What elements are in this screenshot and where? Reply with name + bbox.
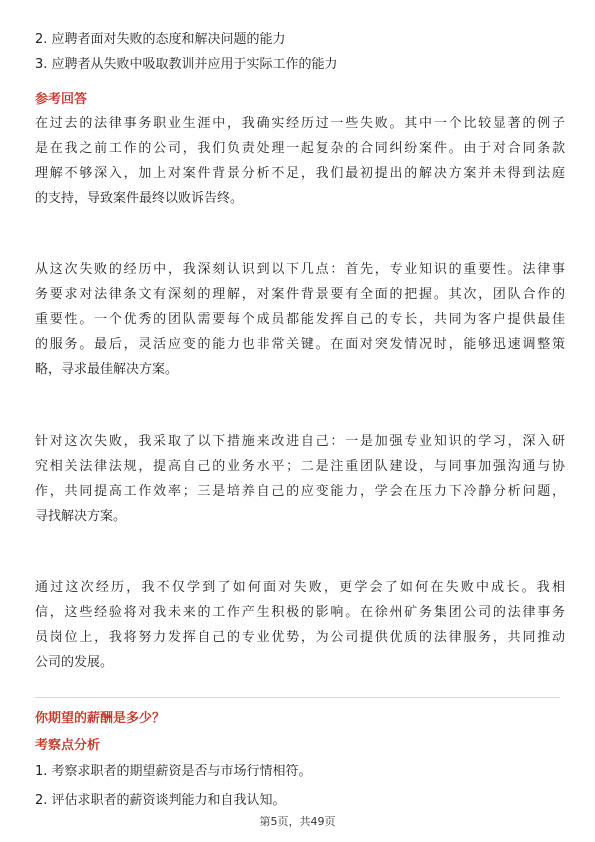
- answer-paragraph-line: 略，寻求最佳解决方案。: [35, 362, 179, 377]
- answer-paragraph-line: 的支持，导致案件最终以败诉告终。: [35, 191, 244, 206]
- answer-paragraph-line: 公司的发展。: [35, 655, 114, 670]
- answer-paragraph-line: 是在我之前工作的公司，我们负责处理一起复杂的合同纠纷案件。由于对合同条款: [35, 141, 565, 156]
- answer-paragraph-line: 理解不够深入，加上对案件背景分析不足，我们最初提出的解决方案并未得到法庭: [35, 166, 565, 181]
- evaluation-point: 1. 考察求职者的期望薪资是否与市场行情相符。: [35, 764, 312, 779]
- answer-paragraph-line: 的服务。最后，灵活应变的能力也非常关键。在面对突发情况时，能够迅速调整策: [35, 337, 565, 352]
- answer-paragraph-line: 务要求对法律条文有深刻的理解，对案件背景要有全面的把握。其次，团队合作的: [35, 287, 565, 302]
- evaluation-point: 2. 评估求职者的薪资谈判能力和自我认知。: [35, 793, 286, 808]
- answer-paragraph-line: 在过去的法律事务职业生涯中，我确实经历过一些失败。其中一个比较显著的例子: [35, 116, 565, 131]
- interview-question: 你期望的薪酬是多少？: [35, 711, 166, 726]
- answer-paragraph-line: 作，共同提高工作效率；三是培养自己的应变能力，学会在压力下冷静分析问题，: [35, 484, 565, 499]
- answer-paragraph-line: 寻找解决方案。: [35, 509, 127, 524]
- section-divider: [35, 697, 560, 698]
- answer-paragraph-line: 究相关法律法规，提高自己的业务水平；二是注重团队建设，与同事加强沟通与协: [35, 459, 565, 474]
- answer-paragraph-line: 通过这次经历，我不仅学到了如何面对失败，更学会了如何在失败中成长。我相: [35, 580, 565, 595]
- answer-paragraph-line: 信，这些经验将对我未来的工作产生积极的影响。在徐州矿务集团公司的法律事务: [35, 605, 565, 620]
- page-number: 第5页，共49页: [259, 815, 336, 828]
- evaluation-point: 2. 应聘者面对失败的态度和解决问题的能力: [35, 32, 286, 47]
- analysis-heading: 考察点分析: [35, 738, 101, 753]
- answer-paragraph-line: 从这次失败的经历中，我深刻认识到以下几点：首先，专业知识的重要性。法律事: [35, 262, 565, 277]
- answer-paragraph-line: 针对这次失败，我采取了以下措施来改进自己：一是加强专业知识的学习，深入研: [35, 434, 565, 449]
- answer-paragraph-line: 员岗位上，我将努力发挥自己的专业优势，为公司提供优质的法律服务，共同推动: [35, 630, 565, 645]
- answer-paragraph-line: 重要性。一个优秀的团队需要每个成员都能发挥自己的专长，共同为客户提供最佳: [35, 312, 565, 327]
- evaluation-point: 3. 应聘者从失败中吸取教训并应用于实际工作的能力: [35, 57, 338, 72]
- reference-answer-heading: 参考回答: [35, 92, 88, 107]
